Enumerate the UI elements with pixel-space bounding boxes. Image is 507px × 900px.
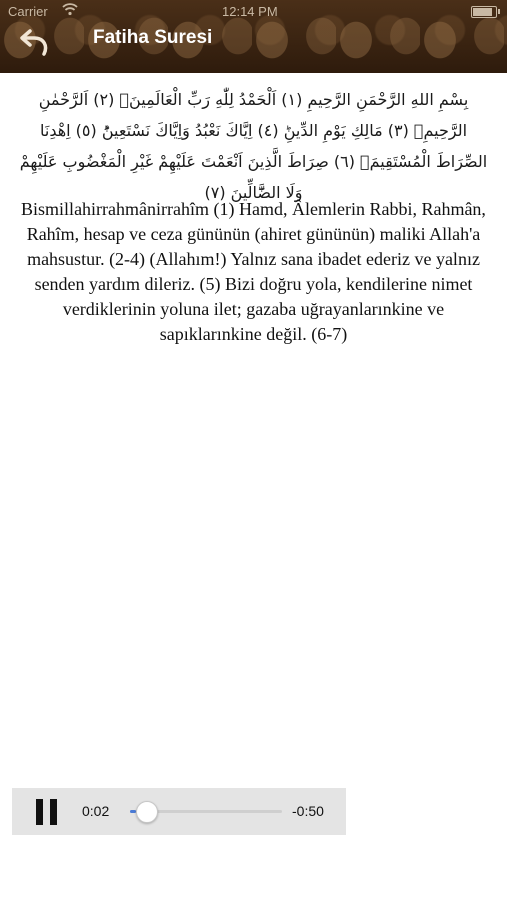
pause-icon <box>36 799 43 825</box>
clock-label: 12:14 PM <box>222 4 278 19</box>
back-button[interactable] <box>14 24 54 60</box>
audio-player <box>12 788 346 835</box>
curved-back-arrow-icon <box>14 24 54 60</box>
translation-text: Bismillahirrahmânirrahîm (1) Hamd, Âlemlerin Rabbi, Rahmân, Rahîm, hesap ve ceza gününün (ahiret gününün) maliki Allah'a mahsustur. (2-4) (Allahım!) Yalnız sana ibadet ederiz ve yalnız senden yardım dileriz. (5) Bizi doğru yola, kendilerine nimet verdiklerinin yoluna ilet; gazaba uğrayanlarınkine ve sapıklarınkine değil. (6-7) <box>21 199 486 344</box>
elapsed-time: 0:02 <box>82 803 110 819</box>
battery-level <box>473 8 492 16</box>
wifi-icon <box>62 2 78 19</box>
remaining-time: -0:50 <box>292 803 324 819</box>
arabic-verse-text: بِسْمِ اللهِ الرَّحْمَنِ الرَّحِيمِ (١) اَلْحَمْدُ لِلّٰهِ رَبِّ الْعَالَمِينَۙ (٢) اَلرَّحْمٰنِ الرَّحِيمِۙ (٣) مَالِكِ يَوْمِ الدِّينِؕ (٤) اِيَّاكَ نَعْبُدُ وَاِيَّاكَ نَسْتَعِينُؕ (٥) اِهْدِنَا الصِّرَاطَ الْمُسْتَقِيمَۙ (٦) صِرَاطَ الَّذِينَ اَنْعَمْتَ عَلَيْهِمْ غَيْرِ الْمَغْضُوبِ عَلَيْهِمْ وَلَا الضَّٓالِّينَ (٧) <box>19 90 488 202</box>
carrier-label: Carrier <box>8 4 48 19</box>
slider-thumb[interactable] <box>136 801 158 823</box>
nav-bar <box>0 0 507 73</box>
battery-icon <box>471 6 497 18</box>
status-bar <box>0 0 507 22</box>
page-title: Fatiha Suresi <box>93 27 213 48</box>
pause-button[interactable] <box>36 799 58 825</box>
